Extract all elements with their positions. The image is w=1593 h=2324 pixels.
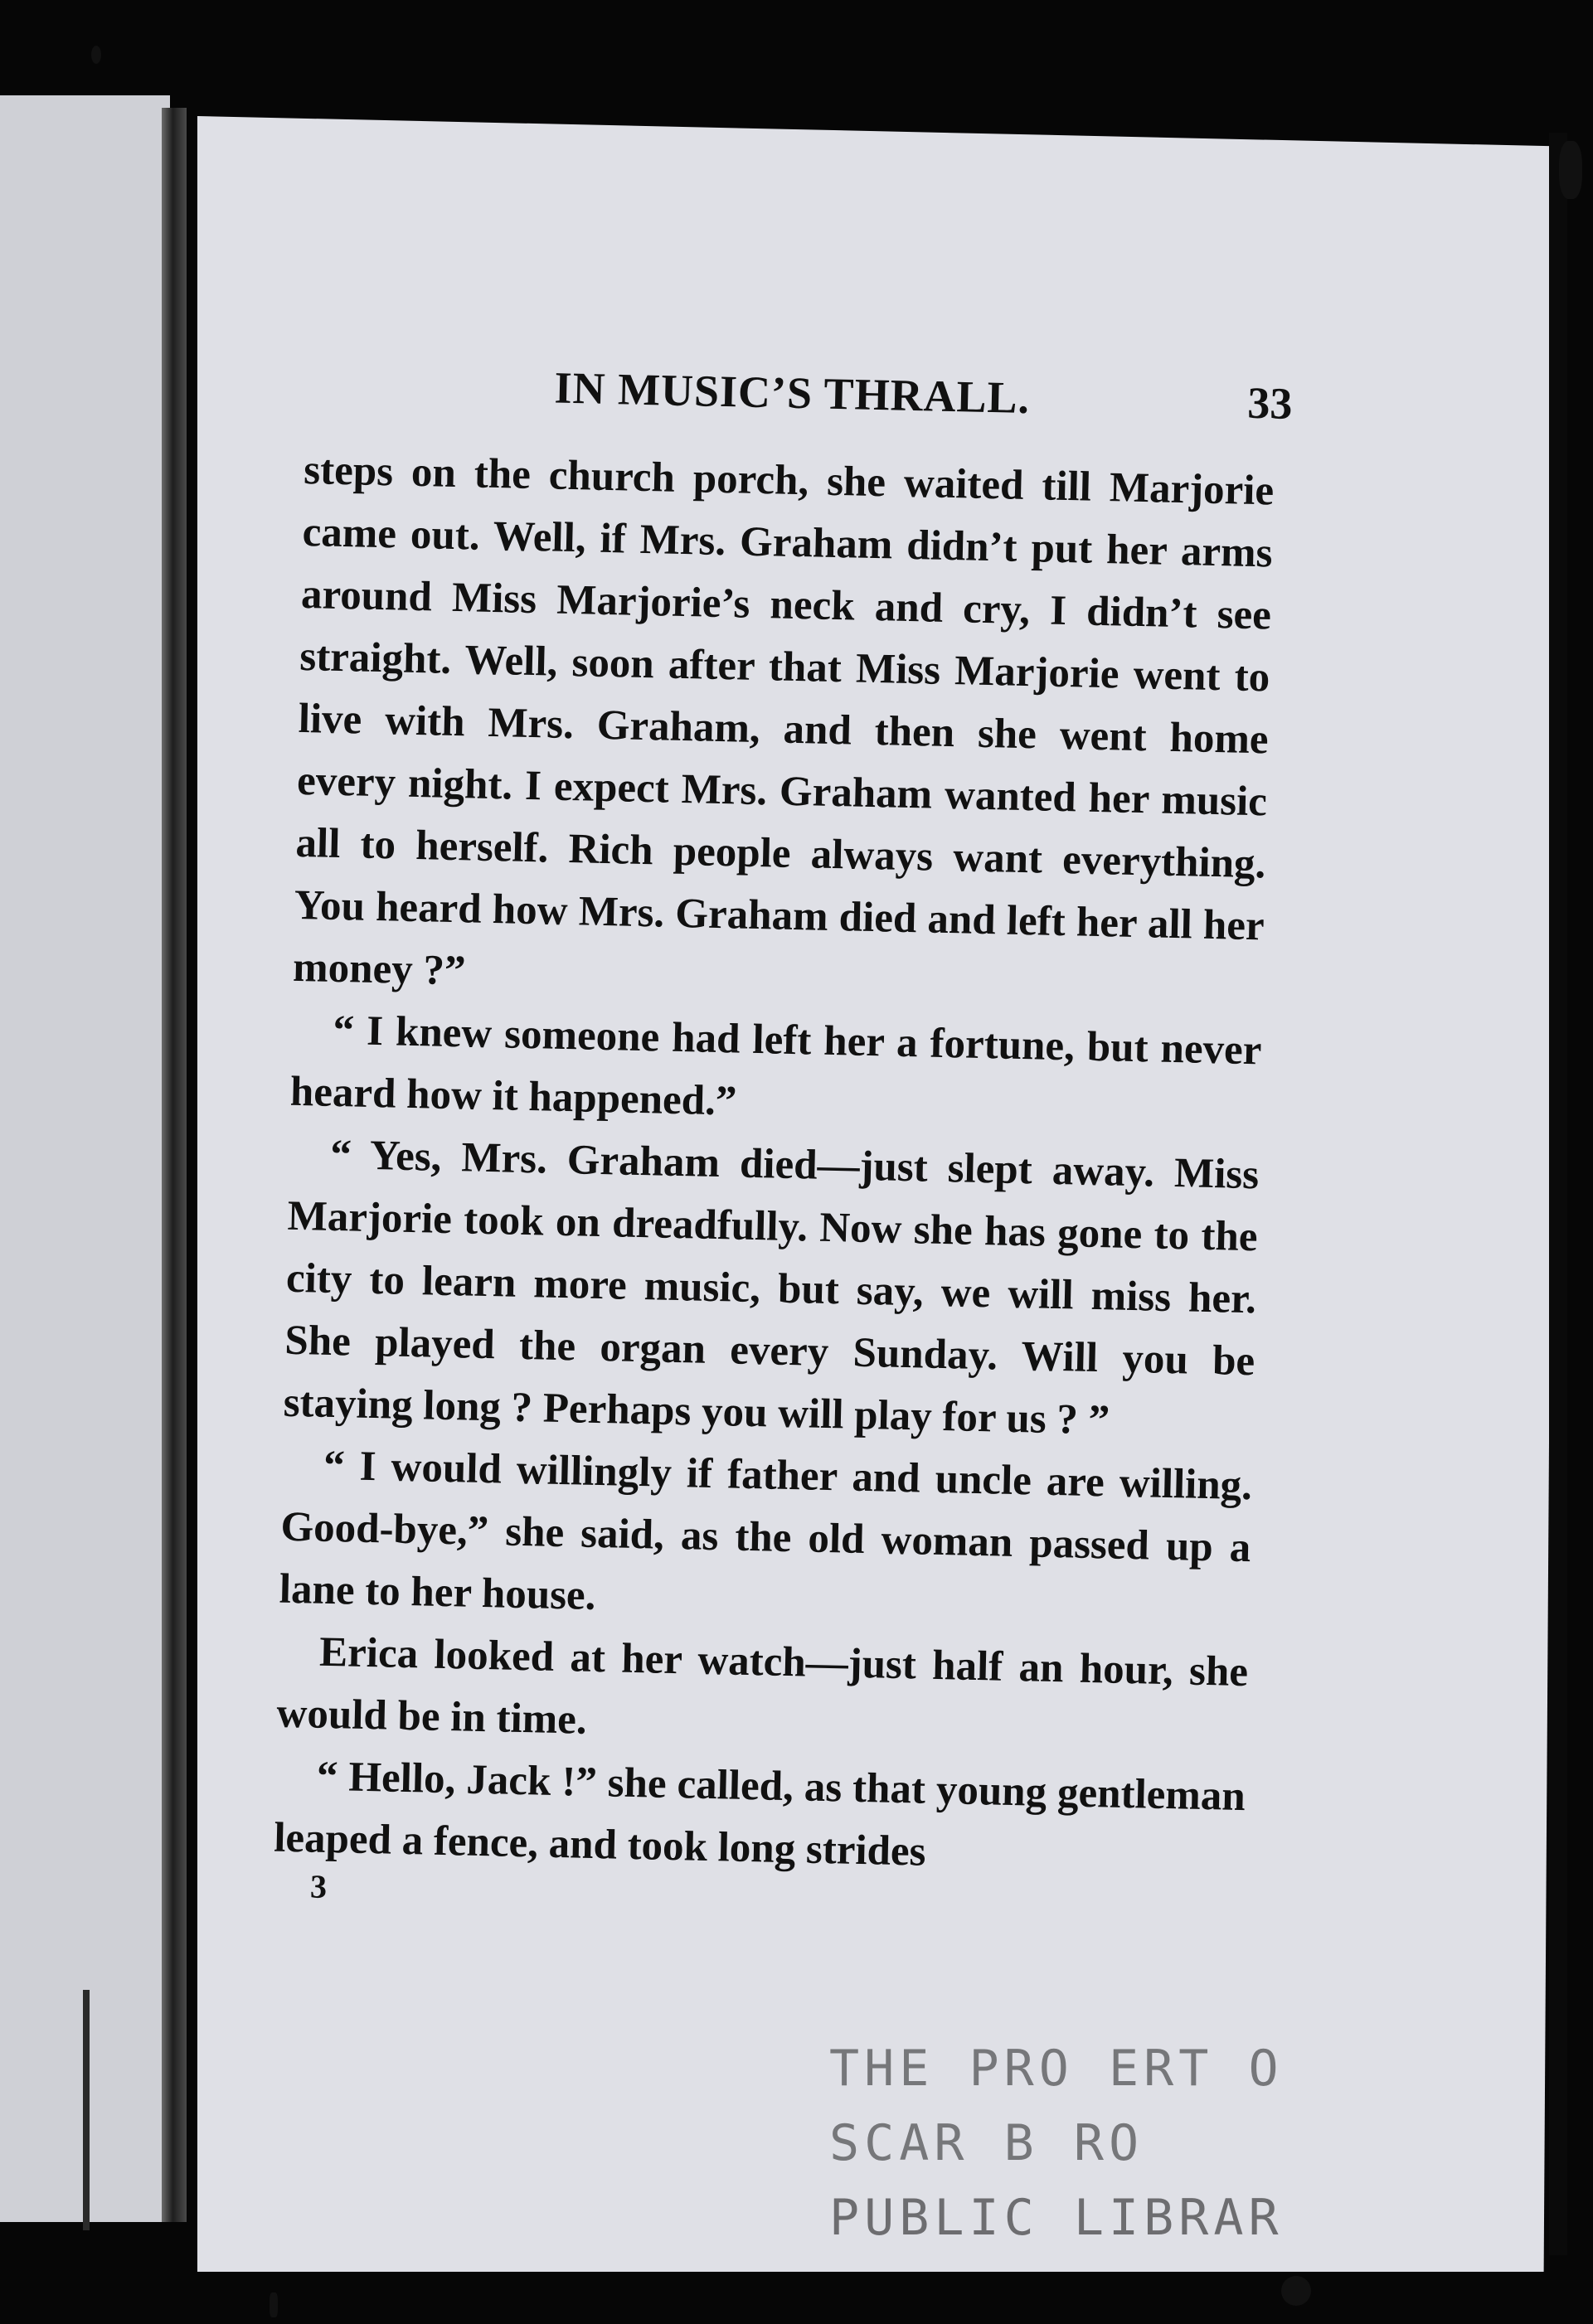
- stamp-line: PUBLIC LIBRAR: [829, 2189, 1284, 2247]
- paragraph: “ I would willingly if father and uncle are willing. Good-bye,” she said, as the old woman passed up a lane to her house.: [279, 1442, 1253, 1619]
- body-text: [274, 439, 1275, 1890]
- signature-mark: 3: [309, 1867, 328, 1905]
- paragraph: steps on the church porch, she waited till Marjorie came out. Well, if Mrs. Graham didn’t put her arms around Miss Marjorie’s neck and cry, I didn’t see straight. Well, soon after that Miss Marjorie went to live with Mrs. Graham, and then she went home every night. I expect Mrs. Graham wanted her music all to herself. Rich people always want everything. You heard how Mrs. Graham died and left her all her money ?”: [292, 446, 1275, 995]
- scan-speck: [270, 2292, 278, 2317]
- page-right-edge: [1549, 133, 1567, 2255]
- page-content: [273, 332, 1294, 1924]
- left-page-edge: [0, 95, 170, 2222]
- book-gutter: [162, 108, 187, 2222]
- library-stamp: [829, 2031, 1426, 2255]
- paragraph: “ Yes, Mrs. Graham died—just slept away. Miss Marjorie took on dreadfully. Now she has gone to the city to learn more music, but say, we will miss her. She played the organ every Sunday. Will you be staying long ? Perhaps you will play for us ? ”: [283, 1131, 1260, 1444]
- scan-speck: [1281, 2276, 1311, 2306]
- scan-speck: [1559, 141, 1582, 199]
- gutter-shadow: [83, 1990, 90, 2230]
- scan-speck: [91, 46, 101, 64]
- paragraph: “ Hello, Jack !” she called, as that young gentleman leaped a fence, and took long strides: [273, 1753, 1246, 1875]
- running-title: IN MUSIC’S THRALL.: [553, 362, 1031, 424]
- stamp-line: SCAR B RO: [829, 2114, 1144, 2172]
- stamp-line: THE PRO ERT O: [829, 2040, 1284, 2098]
- paragraph: “ I knew someone had left her a fortune, but never heard how it happened.”: [289, 1007, 1262, 1125]
- paragraph: Erica looked at her watch—just half an hour, she would be in time.: [276, 1628, 1249, 1744]
- page-number: 33: [1246, 377, 1294, 429]
